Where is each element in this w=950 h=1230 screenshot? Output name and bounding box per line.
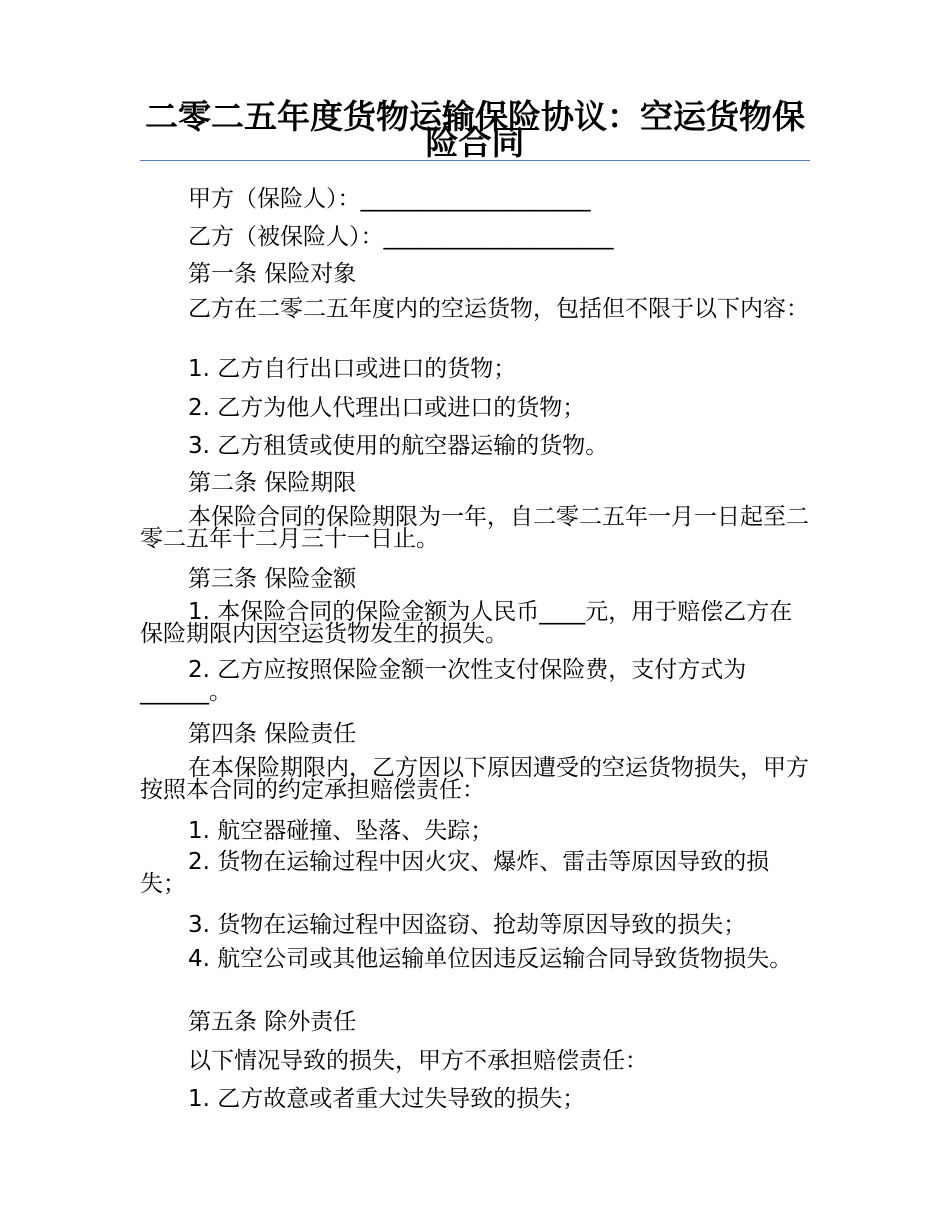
article-1-intro: 乙方在二零二五年度内的空运货物，包括但不限于以下内容： [188,296,809,322]
title-underline [140,160,810,161]
article-4-item-3: 3. 货物在运输过程中因盗窃、抢劫等原因导致的损失； [188,912,747,938]
article-4-item-2: 2. 货物在运输过程中因火灾、爆炸、雷击等原因导致的损失； [140,849,770,897]
article-1-item-1: 1. 乙方自行出口或进口的货物； [188,356,517,382]
article-4-item-1: 1. 航空器碰撞、坠落、失踪； [188,818,494,844]
article-3-item-1: 1. 本保险合同的保险金额为人民币____元，用于赔偿乙方在保险期限内因空运货物发生的损失。 [140,599,793,647]
party-a-line: 甲方（保险人）：____________________ [188,186,591,212]
party-b-line: 乙方（被保险人）：____________________ [188,224,614,250]
article-4-intro: 在本保险期限内，乙方因以下原因遭受的空运货物损失，甲方按照本合同的约定承担赔偿责任： [140,755,809,803]
article-4-item-4: 4. 航空公司或其他运输单位因违反运输合同导致货物损失。 [188,946,793,972]
document-title: 二零二五年度货物运输保险协议：空运货物保险合同 [145,97,805,162]
article-2-heading: 第二条 保险期限 [188,470,357,496]
article-1-item-2: 2. 乙方为他人代理出口或进口的货物； [188,395,586,421]
article-3-item-2: 2. 乙方应按照保险金额一次性支付保险费，支付方式为______。 [140,657,747,705]
article-5-item-1: 1. 乙方故意或者重大过失导致的损失； [188,1086,586,1112]
article-5-intro: 以下情况导致的损失，甲方不承担赔偿责任： [188,1048,648,1074]
article-4-heading: 第四条 保险责任 [188,721,357,747]
article-5-heading: 第五条 除外责任 [188,1009,357,1035]
article-3-heading: 第三条 保险金额 [188,566,357,592]
article-2-text: 本保险合同的保险期限为一年，自二零二五年一月一日起至二零二五年十二月三十一日止。 [140,504,809,552]
article-1-item-3: 3. 乙方租赁或使用的航空器运输的货物。 [188,433,609,459]
article-1-heading: 第一条 保险对象 [188,261,357,287]
